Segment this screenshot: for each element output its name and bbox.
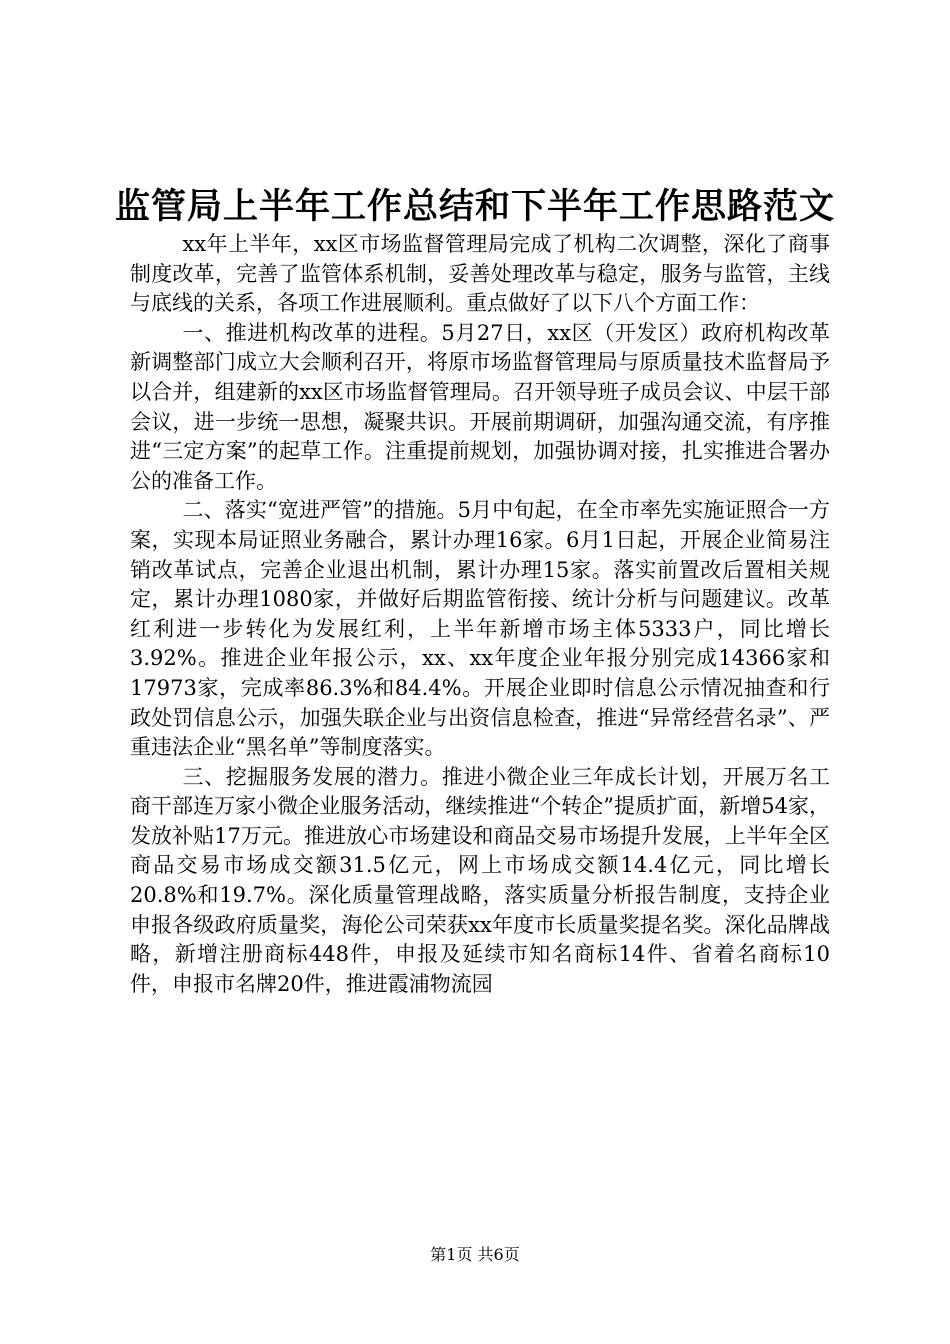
document-body — [130, 230, 830, 999]
section-3-paragraph: 三、挖掘服务发展的潜力。推进小微企业三年成长计划，开展万名工商干部连万家小微企业服务活动，继续推进“个转企”提质扩面，新增54家，发放补贴17万元。推进放心市场建设和商品交易市场提升发展，上半年全区商品交易市场成交额31.5亿元，网上市场成交额14.4亿元，同比增长20.8%和19.7%。深化质量管理战略，落实质量分析报告制度，支持企业申报各级政府质量奖，海伦公司荣获xx年度市长质量奖提名奖。深化品牌战略，新增注册商标448件，申报及延续市知名商标14件、省着名商标10件，申报市名牌20件，推进霞浦物流园 — [130, 764, 830, 996]
section-1-paragraph: 一、推进机构改革的进程。5月27日，xx区（开发区）政府机构改革新调整部门成立大会顺利召开，将原市场监督管理局与原质量技术监督局予以合并，组建新的xx区市场监督管理局。召开领导班子成员会议、中层干部会议，进一步统一思想，凝聚共识。开展前期调研，加强沟通交流，有序推进“三定方案”的起草工作。注重提前规划，加强协调对接，扎实推进合署办公的准备工作。 — [130, 320, 830, 493]
page-number-footer: 第1页 共6页 — [430, 1245, 520, 1264]
intro-paragraph: xx年上半年，xx区市场监督管理局完成了机构二次调整，深化了商事制度改革，完善了监管体系机制，妥善处理改革与稳定，服务与监管，主线与底线的关系，各项工作进展顺利。重点做好了以下八个方面工作： — [130, 232, 830, 316]
section-2-paragraph: 二、落实“宽进严管”的措施。5月中旬起，在全市率先实施证照合一方案，实现本局证照业务融合，累计办理16家。6月1日起，开展企业简易注销改革试点，完善企业退出机制，累计办理15家。落实前置改后置相关规定，累计办理1080家，并做好后期监管衔接、统计分析与问题建议。改革红利进一步转化为发展红利，上半年新增市场主体5333户，同比增长3.92%。推进企业年报公示，xx、xx年度企业年报分别完成14366家和17973家，完成率86.3%和84.4%。开展企业即时信息公示情况抽查和行政处罚信息公示，加强失联企业与出资信息检查，推进“异常经营名录”、严重违法企业“黑名单”等制度落实。 — [130, 498, 830, 760]
document-title: 监管局上半年工作总结和下半年工作思路范文 — [114, 186, 835, 228]
